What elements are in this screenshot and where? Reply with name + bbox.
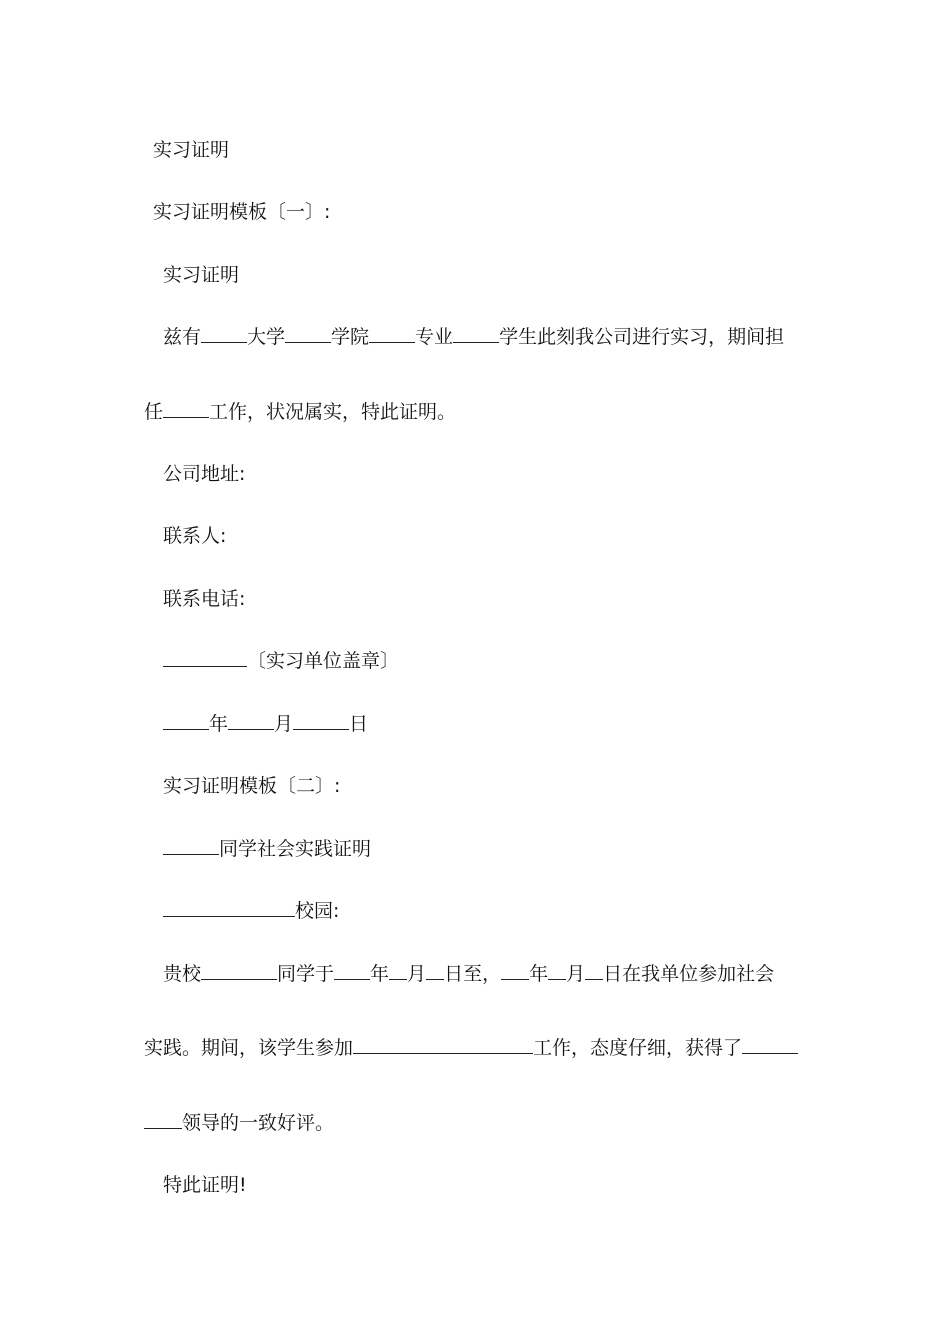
template2-paragraph-line2 [144, 1035, 798, 1061]
template2-heading [163, 773, 340, 799]
template1-heading [153, 199, 330, 225]
fill-blank-university[interactable] [201, 324, 247, 343]
text-segment: 贵校 [163, 963, 202, 985]
text-segment: 大学 [247, 326, 286, 348]
contact-phone-line [163, 586, 245, 612]
title-text: 实习证明 [153, 139, 230, 161]
text-segment: 日至， [444, 963, 502, 985]
fill-blank-end-month[interactable] [548, 961, 566, 980]
fill-blank-end-year[interactable] [501, 961, 529, 980]
text-segment: 工作，状况属实，特此证明。 [209, 401, 457, 423]
fill-blank-month[interactable] [228, 711, 274, 730]
text-segment: 专业 [415, 326, 454, 348]
seal-label: 〔实习单位盖章〕 [247, 650, 400, 672]
text-segment: 同学于 [277, 963, 335, 985]
fill-blank-start-day[interactable] [426, 961, 444, 980]
text-segment: 学生此刻我公司进行实习，期间担 [499, 326, 785, 348]
template1-paragraph-line2 [144, 399, 456, 425]
fill-blank-position[interactable] [163, 399, 209, 418]
fill-blank-work[interactable] [353, 1035, 533, 1054]
fill-blank-school[interactable] [163, 898, 295, 917]
fill-blank-student[interactable] [453, 324, 499, 343]
template2-subtitle-text: 同学社会实践证明 [219, 838, 372, 860]
text-segment: 兹有 [163, 326, 202, 348]
fill-blank-leader[interactable] [742, 1035, 798, 1054]
template1-heading-text: 实习证明模板〔一〕: [153, 201, 331, 223]
text-segment: 工作，态度仔细，获得了 [533, 1037, 743, 1059]
template2-heading-text: 实习证明模板〔二〕: [163, 775, 341, 797]
school-label: 校园: [295, 900, 340, 922]
text-segment: 任 [144, 401, 164, 423]
document-title [153, 137, 229, 163]
template2-subtitle-line [163, 836, 371, 862]
contact-person-line [163, 523, 226, 549]
text-segment: 学院 [331, 326, 370, 348]
fill-blank-student-name[interactable] [163, 836, 219, 855]
month-label: 月 [274, 713, 294, 735]
fill-blank-start-year[interactable] [334, 961, 370, 980]
day-label: 日 [349, 713, 369, 735]
fill-blank-college[interactable] [285, 324, 331, 343]
fill-blank-day[interactable] [293, 711, 349, 730]
text-segment: 年 [529, 963, 549, 985]
fill-blank-major[interactable] [369, 324, 415, 343]
contact-person-label: 联系人: [163, 525, 227, 547]
text-segment: 月 [566, 963, 586, 985]
template2-paragraph-line3 [144, 1110, 334, 1136]
template1-paragraph-line1 [163, 324, 784, 350]
year-label: 年 [209, 713, 229, 735]
seal-line [163, 648, 399, 674]
company-address-label: 公司地址: [163, 463, 246, 485]
company-address-line [163, 461, 245, 487]
fill-blank-year[interactable] [163, 711, 209, 730]
template1-subtitle-text: 实习证明 [163, 264, 240, 286]
text-segment: 领导的一致好评。 [182, 1112, 335, 1134]
closing-line [163, 1172, 247, 1198]
date-line [163, 711, 368, 737]
fill-blank-end-day[interactable] [585, 961, 603, 980]
text-segment: 月 [407, 963, 427, 985]
fill-blank-leader-cont[interactable] [144, 1110, 182, 1129]
contact-phone-label: 联系电话: [163, 588, 246, 610]
fill-blank-start-month[interactable] [389, 961, 407, 980]
text-segment: 年 [370, 963, 390, 985]
fill-blank-classmate[interactable] [201, 961, 277, 980]
template2-paragraph-line1 [163, 961, 774, 987]
school-line [163, 898, 339, 924]
text-segment: 日在我单位参加社会 [603, 963, 775, 985]
closing-text: 特此证明! [163, 1174, 247, 1196]
fill-blank-seal[interactable] [163, 648, 247, 667]
text-segment: 实践。期间，该学生参加 [144, 1037, 354, 1059]
template1-subtitle [163, 262, 239, 288]
